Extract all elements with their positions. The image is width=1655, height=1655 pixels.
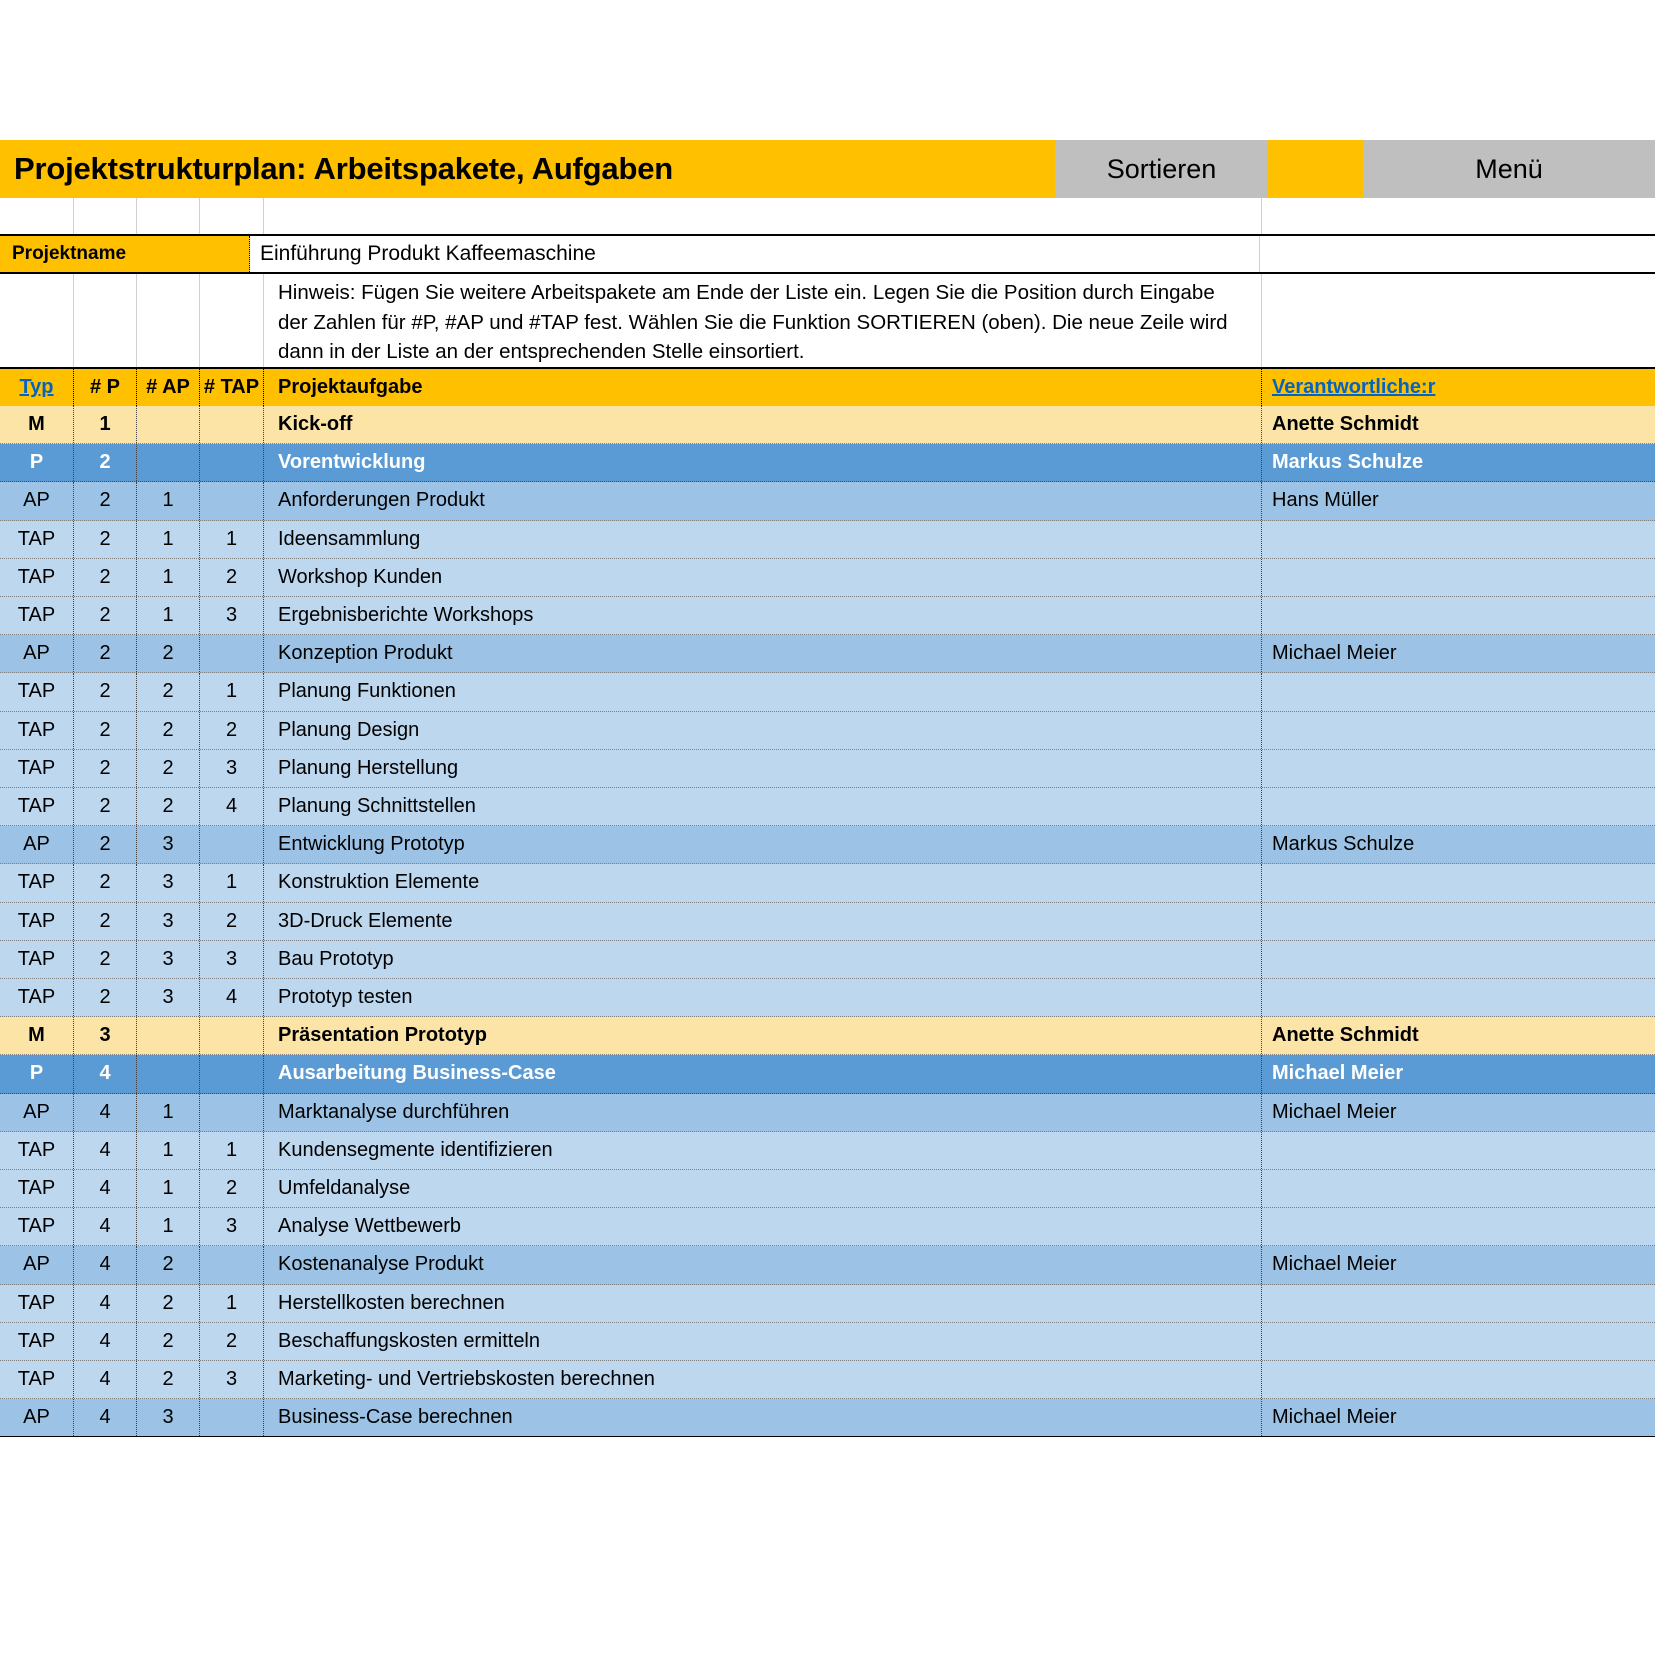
row-cell-ap[interactable]: 2 — [137, 1285, 200, 1322]
row-cell-typ[interactable]: TAP — [0, 788, 74, 825]
row-cell-ap[interactable] — [137, 444, 200, 481]
row-cell-tap[interactable]: 3 — [200, 597, 264, 634]
row-cell-tap[interactable]: 2 — [200, 1323, 264, 1360]
row-cell-typ[interactable]: TAP — [0, 979, 74, 1016]
row-cell-p[interactable]: 1 — [74, 406, 137, 443]
row-cell-p[interactable]: 2 — [74, 903, 137, 940]
row-cell-ap[interactable]: 2 — [137, 673, 200, 710]
row-cell-tap[interactable]: 1 — [200, 521, 264, 558]
spacer-cell — [74, 198, 137, 234]
row-cell-task[interactable]: Bau Prototyp — [264, 941, 1262, 978]
row-cell-responsible[interactable] — [1262, 1361, 1655, 1398]
row-cell-typ[interactable]: M — [0, 1017, 74, 1054]
row-cell-tap[interactable]: 3 — [200, 941, 264, 978]
row-cell-ap[interactable]: 1 — [137, 1170, 200, 1207]
column-header-typ[interactable] — [0, 369, 74, 406]
row-cell-tap[interactable]: 1 — [200, 1132, 264, 1169]
row-cell-typ[interactable]: AP — [0, 1246, 74, 1283]
row-cell-ap[interactable]: 1 — [137, 1094, 200, 1131]
column-header-task: Projektaufgabe — [264, 369, 1262, 406]
row-cell-tap[interactable]: 1 — [200, 1285, 264, 1322]
row-cell-tap[interactable] — [200, 635, 264, 672]
row-cell-task[interactable]: Marktanalyse durchführen — [264, 1094, 1262, 1131]
row-cell-task[interactable]: Ausarbeitung Business-Case — [264, 1055, 1262, 1092]
table-row[interactable] — [0, 1399, 1655, 1437]
row-cell-responsible[interactable] — [1262, 903, 1655, 940]
row-cell-typ[interactable]: AP — [0, 635, 74, 672]
table-row[interactable] — [0, 826, 1655, 864]
row-cell-p[interactable]: 4 — [74, 1285, 137, 1322]
page-title: Projektstrukturplan: Arbeitspakete, Aufgaben — [14, 151, 673, 186]
row-cell-ap[interactable]: 3 — [137, 979, 200, 1016]
row-cell-responsible[interactable] — [1262, 597, 1655, 634]
responsible-sort-link[interactable]: Verantwortliche:r — [1272, 376, 1436, 398]
row-cell-p[interactable]: 2 — [74, 482, 137, 519]
row-cell-p[interactable]: 2 — [74, 559, 137, 596]
row-cell-tap[interactable] — [200, 1094, 264, 1131]
project-name-row — [0, 234, 1655, 274]
table-row[interactable] — [0, 521, 1655, 559]
spacer-cell — [0, 198, 74, 234]
row-cell-p[interactable]: 3 — [74, 1017, 137, 1054]
row-cell-p[interactable]: 4 — [74, 1246, 137, 1283]
column-header-tap: # TAP — [200, 369, 264, 406]
hint-tail-cell — [1262, 274, 1655, 367]
project-name-tail — [1260, 236, 1655, 272]
row-cell-p[interactable]: 2 — [74, 750, 137, 787]
spacer-row — [0, 198, 1655, 234]
row-cell-ap[interactable]: 3 — [137, 1399, 200, 1436]
row-cell-ap[interactable]: 2 — [137, 1323, 200, 1360]
row-cell-tap[interactable]: 2 — [200, 1170, 264, 1207]
row-cell-typ[interactable]: TAP — [0, 750, 74, 787]
table-header-row — [0, 368, 1655, 406]
table-row[interactable] — [0, 1170, 1655, 1208]
row-cell-p[interactable]: 4 — [74, 1055, 137, 1092]
row-cell-typ[interactable]: TAP — [0, 941, 74, 978]
row-cell-ap[interactable]: 3 — [137, 941, 200, 978]
row-cell-responsible[interactable] — [1262, 712, 1655, 749]
row-cell-typ[interactable]: TAP — [0, 864, 74, 901]
row-cell-ap[interactable]: 1 — [137, 559, 200, 596]
row-cell-ap[interactable]: 2 — [137, 788, 200, 825]
row-cell-responsible[interactable]: Markus Schulze — [1272, 833, 1415, 856]
row-cell-tap[interactable] — [200, 1055, 264, 1092]
row-cell-typ[interactable]: M — [0, 406, 74, 443]
row-cell-p[interactable]: 2 — [74, 597, 137, 634]
spacer-cell — [137, 198, 200, 234]
row-cell-typ[interactable]: AP — [0, 482, 74, 519]
row-cell-tap[interactable] — [200, 1246, 264, 1283]
row-cell-typ[interactable]: AP — [0, 1399, 74, 1436]
table-row[interactable] — [0, 635, 1655, 673]
row-cell-ap[interactable]: 2 — [137, 1246, 200, 1283]
row-cell-responsible[interactable] — [1262, 559, 1655, 596]
table-row[interactable] — [0, 864, 1655, 902]
row-cell-task[interactable]: Konzeption Produkt — [264, 635, 1262, 672]
row-cell-task[interactable]: Kundensegmente identifizieren — [264, 1132, 1262, 1169]
row-cell-responsible[interactable] — [1262, 1285, 1655, 1322]
row-cell-p[interactable]: 2 — [74, 941, 137, 978]
row-cell-typ[interactable]: TAP — [0, 1208, 74, 1245]
row-cell-p[interactable]: 2 — [74, 635, 137, 672]
table-row[interactable] — [0, 1094, 1655, 1132]
row-cell-p[interactable]: 4 — [74, 1132, 137, 1169]
row-cell-tap[interactable]: 2 — [200, 903, 264, 940]
row-cell-tap[interactable]: 3 — [200, 1361, 264, 1398]
table-row[interactable] — [0, 979, 1655, 1017]
row-cell-responsible[interactable]: Hans Müller — [1272, 489, 1379, 512]
row-cell-responsible[interactable]: Michael Meier — [1272, 1100, 1397, 1123]
row-cell-p[interactable]: 2 — [74, 444, 137, 481]
row-cell-ap[interactable]: 3 — [137, 903, 200, 940]
row-cell-responsible[interactable]: Anette Schmidt — [1272, 413, 1419, 436]
row-cell-p[interactable]: 4 — [74, 1399, 137, 1436]
row-cell-typ[interactable]: TAP — [0, 1323, 74, 1360]
menu-button[interactable]: Menü — [1363, 140, 1655, 198]
table-row[interactable] — [0, 1208, 1655, 1246]
row-cell-ap[interactable]: 2 — [137, 750, 200, 787]
row-cell-p[interactable]: 4 — [74, 1094, 137, 1131]
row-cell-p[interactable]: 2 — [74, 864, 137, 901]
row-cell-typ[interactable]: AP — [0, 1094, 74, 1131]
row-cell-task[interactable]: Konstruktion Elemente — [264, 864, 1262, 901]
row-cell-typ[interactable]: TAP — [0, 712, 74, 749]
row-cell-responsible[interactable]: Anette Schmidt — [1272, 1024, 1419, 1047]
row-cell-p[interactable]: 2 — [74, 521, 137, 558]
row-cell-tap[interactable]: 2 — [200, 712, 264, 749]
row-cell-typ[interactable]: TAP — [0, 903, 74, 940]
table-row[interactable] — [0, 1323, 1655, 1361]
table-row[interactable] — [0, 597, 1655, 635]
row-cell-tap[interactable]: 4 — [200, 788, 264, 825]
hint-spacer-cell — [137, 274, 200, 367]
row-cell-tap[interactable]: 1 — [200, 864, 264, 901]
row-cell-tap[interactable] — [200, 406, 264, 443]
row-cell-responsible[interactable]: Markus Schulze — [1272, 451, 1424, 474]
row-cell-task[interactable]: Analyse Wettbewerb — [264, 1208, 1262, 1245]
row-cell-responsible[interactable] — [1262, 1132, 1655, 1169]
row-cell-responsible[interactable] — [1262, 750, 1655, 787]
row-cell-task[interactable]: Entwicklung Prototyp — [264, 826, 1262, 863]
row-cell-responsible[interactable] — [1262, 521, 1655, 558]
row-cell-typ[interactable]: TAP — [0, 559, 74, 596]
row-cell-task[interactable]: Anforderungen Produkt — [264, 482, 1262, 519]
table-row[interactable] — [0, 750, 1655, 788]
row-cell-typ[interactable]: AP — [0, 826, 74, 863]
row-cell-tap[interactable]: 3 — [200, 750, 264, 787]
hint-row — [0, 274, 1655, 368]
row-cell-ap[interactable]: 2 — [137, 1361, 200, 1398]
row-cell-task[interactable]: Planung Design — [264, 712, 1262, 749]
row-cell-typ[interactable]: TAP — [0, 673, 74, 710]
row-cell-responsible[interactable] — [1262, 1208, 1655, 1245]
row-cell-p[interactable]: 2 — [74, 712, 137, 749]
row-cell-responsible[interactable] — [1262, 941, 1655, 978]
row-cell-task[interactable]: Herstellkosten berechnen — [264, 1285, 1262, 1322]
project-name-label: Projektname — [0, 236, 250, 272]
title-bar-spacer — [1268, 140, 1363, 198]
sort-button[interactable]: Sortieren — [1055, 140, 1268, 198]
row-cell-responsible[interactable] — [1262, 979, 1655, 1016]
table-row[interactable] — [0, 406, 1655, 444]
row-cell-ap[interactable]: 1 — [137, 1208, 200, 1245]
table-row[interactable] — [0, 1361, 1655, 1399]
row-cell-tap[interactable]: 2 — [200, 559, 264, 596]
row-cell-typ[interactable]: P — [0, 444, 74, 481]
table-row[interactable] — [0, 1132, 1655, 1170]
row-cell-typ[interactable]: TAP — [0, 1132, 74, 1169]
row-cell-responsible[interactable] — [1262, 864, 1655, 901]
row-cell-tap[interactable] — [200, 444, 264, 481]
row-cell-ap[interactable] — [137, 1055, 200, 1092]
row-cell-ap[interactable] — [137, 1017, 200, 1054]
table-row[interactable] — [0, 482, 1655, 520]
row-cell-responsible[interactable] — [1262, 1170, 1655, 1207]
row-cell-tap[interactable]: 4 — [200, 979, 264, 1016]
spacer-cell — [1262, 198, 1655, 234]
row-cell-tap[interactable] — [200, 1399, 264, 1436]
hint-spacer-cell — [0, 274, 74, 367]
row-cell-tap[interactable]: 1 — [200, 673, 264, 710]
table-row[interactable] — [0, 941, 1655, 979]
hint-spacer-cell — [200, 274, 264, 367]
row-cell-task[interactable]: Business-Case berechnen — [264, 1399, 1262, 1436]
hint-spacer-cell — [74, 274, 137, 367]
typ-sort-link[interactable]: Typ — [19, 376, 54, 398]
row-cell-responsible[interactable]: Michael Meier — [1272, 642, 1397, 665]
row-cell-task[interactable]: Kostenanalyse Produkt — [264, 1246, 1262, 1283]
table-row[interactable] — [0, 673, 1655, 711]
row-cell-typ[interactable]: P — [0, 1055, 74, 1092]
row-cell-ap[interactable]: 1 — [137, 482, 200, 519]
project-name-value[interactable]: Einführung Produkt Kaffeemaschine — [250, 236, 1260, 272]
page-title-cell — [0, 140, 1055, 198]
row-cell-typ[interactable]: TAP — [0, 1170, 74, 1207]
table-row[interactable] — [0, 1246, 1655, 1284]
spacer-cell — [264, 198, 1262, 234]
column-header-ap: # AP — [137, 369, 200, 406]
row-cell-task[interactable]: Marketing- und Vertriebskosten berechnen — [264, 1361, 1262, 1398]
row-cell-typ[interactable]: TAP — [0, 597, 74, 634]
row-cell-ap[interactable]: 2 — [137, 712, 200, 749]
row-cell-task[interactable]: Planung Schnittstellen — [264, 788, 1262, 825]
row-cell-responsible[interactable]: Michael Meier — [1272, 1253, 1397, 1276]
row-cell-responsible[interactable] — [1262, 1323, 1655, 1360]
spacer-cell — [200, 198, 264, 234]
row-cell-p[interactable]: 4 — [74, 1170, 137, 1207]
table-row[interactable] — [0, 444, 1655, 482]
row-cell-tap[interactable] — [200, 1017, 264, 1054]
row-cell-tap[interactable] — [200, 482, 264, 519]
row-cell-p[interactable]: 2 — [74, 673, 137, 710]
title-bar — [0, 140, 1655, 198]
row-cell-task[interactable]: Umfeldanalyse — [264, 1170, 1262, 1207]
row-cell-ap[interactable]: 1 — [137, 521, 200, 558]
row-cell-p[interactable]: 4 — [74, 1323, 137, 1360]
row-cell-typ[interactable]: TAP — [0, 521, 74, 558]
row-cell-task[interactable]: Prototyp testen — [264, 979, 1262, 1016]
row-cell-task[interactable]: Ergebnisberichte Workshops — [264, 597, 1262, 634]
row-cell-task[interactable]: Kick-off — [264, 406, 1262, 443]
table-row[interactable] — [0, 1017, 1655, 1055]
table-row[interactable] — [0, 788, 1655, 826]
row-cell-p[interactable]: 2 — [74, 979, 137, 1016]
hint-text: Hinweis: Fügen Sie weitere Arbeitspakete am Ende der Liste ein. Legen Sie die Position durch Eingabe der Zahlen für #P, #AP und #TAP fest. Wählen Sie die Funktion SORTIEREN (oben). Die neue Zeile wird dann in der Liste an der entsprechenden Stelle einsortiert. — [264, 274, 1262, 367]
row-cell-tap[interactable]: 3 — [200, 1208, 264, 1245]
row-cell-responsible[interactable] — [1262, 788, 1655, 825]
table-row[interactable] — [0, 903, 1655, 941]
row-cell-responsible[interactable]: Michael Meier — [1272, 1406, 1397, 1429]
row-cell-task[interactable]: Planung Funktionen — [264, 673, 1262, 710]
row-cell-ap[interactable] — [137, 406, 200, 443]
row-cell-p[interactable]: 4 — [74, 1208, 137, 1245]
row-cell-task[interactable]: Beschaffungskosten ermitteln — [264, 1323, 1262, 1360]
row-cell-ap[interactable]: 1 — [137, 597, 200, 634]
row-cell-p[interactable]: 4 — [74, 1361, 137, 1398]
row-cell-task[interactable]: Workshop Kunden — [264, 559, 1262, 596]
table-row[interactable] — [0, 712, 1655, 750]
row-cell-p[interactable]: 2 — [74, 788, 137, 825]
row-cell-ap[interactable]: 2 — [137, 635, 200, 672]
row-cell-ap[interactable]: 3 — [137, 864, 200, 901]
row-cell-ap[interactable]: 1 — [137, 1132, 200, 1169]
row-cell-task[interactable]: Ideensammlung — [264, 521, 1262, 558]
row-cell-typ[interactable]: TAP — [0, 1361, 74, 1398]
table-row[interactable] — [0, 559, 1655, 597]
row-cell-task[interactable]: Planung Herstellung — [264, 750, 1262, 787]
row-cell-ap[interactable]: 3 — [137, 826, 200, 863]
row-cell-task[interactable]: 3D-Druck Elemente — [264, 903, 1262, 940]
row-cell-task[interactable]: Präsentation Prototyp — [264, 1017, 1262, 1054]
row-cell-p[interactable]: 2 — [74, 826, 137, 863]
row-cell-typ[interactable]: TAP — [0, 1285, 74, 1322]
table-row[interactable] — [0, 1285, 1655, 1323]
row-cell-task[interactable]: Vorentwicklung — [264, 444, 1262, 481]
row-cell-responsible[interactable]: Michael Meier — [1272, 1062, 1404, 1085]
row-cell-responsible[interactable] — [1262, 673, 1655, 710]
column-header-responsible[interactable] — [1262, 369, 1655, 406]
row-cell-tap[interactable] — [200, 826, 264, 863]
table-row[interactable] — [0, 1055, 1655, 1093]
column-header-p: # P — [74, 369, 137, 406]
